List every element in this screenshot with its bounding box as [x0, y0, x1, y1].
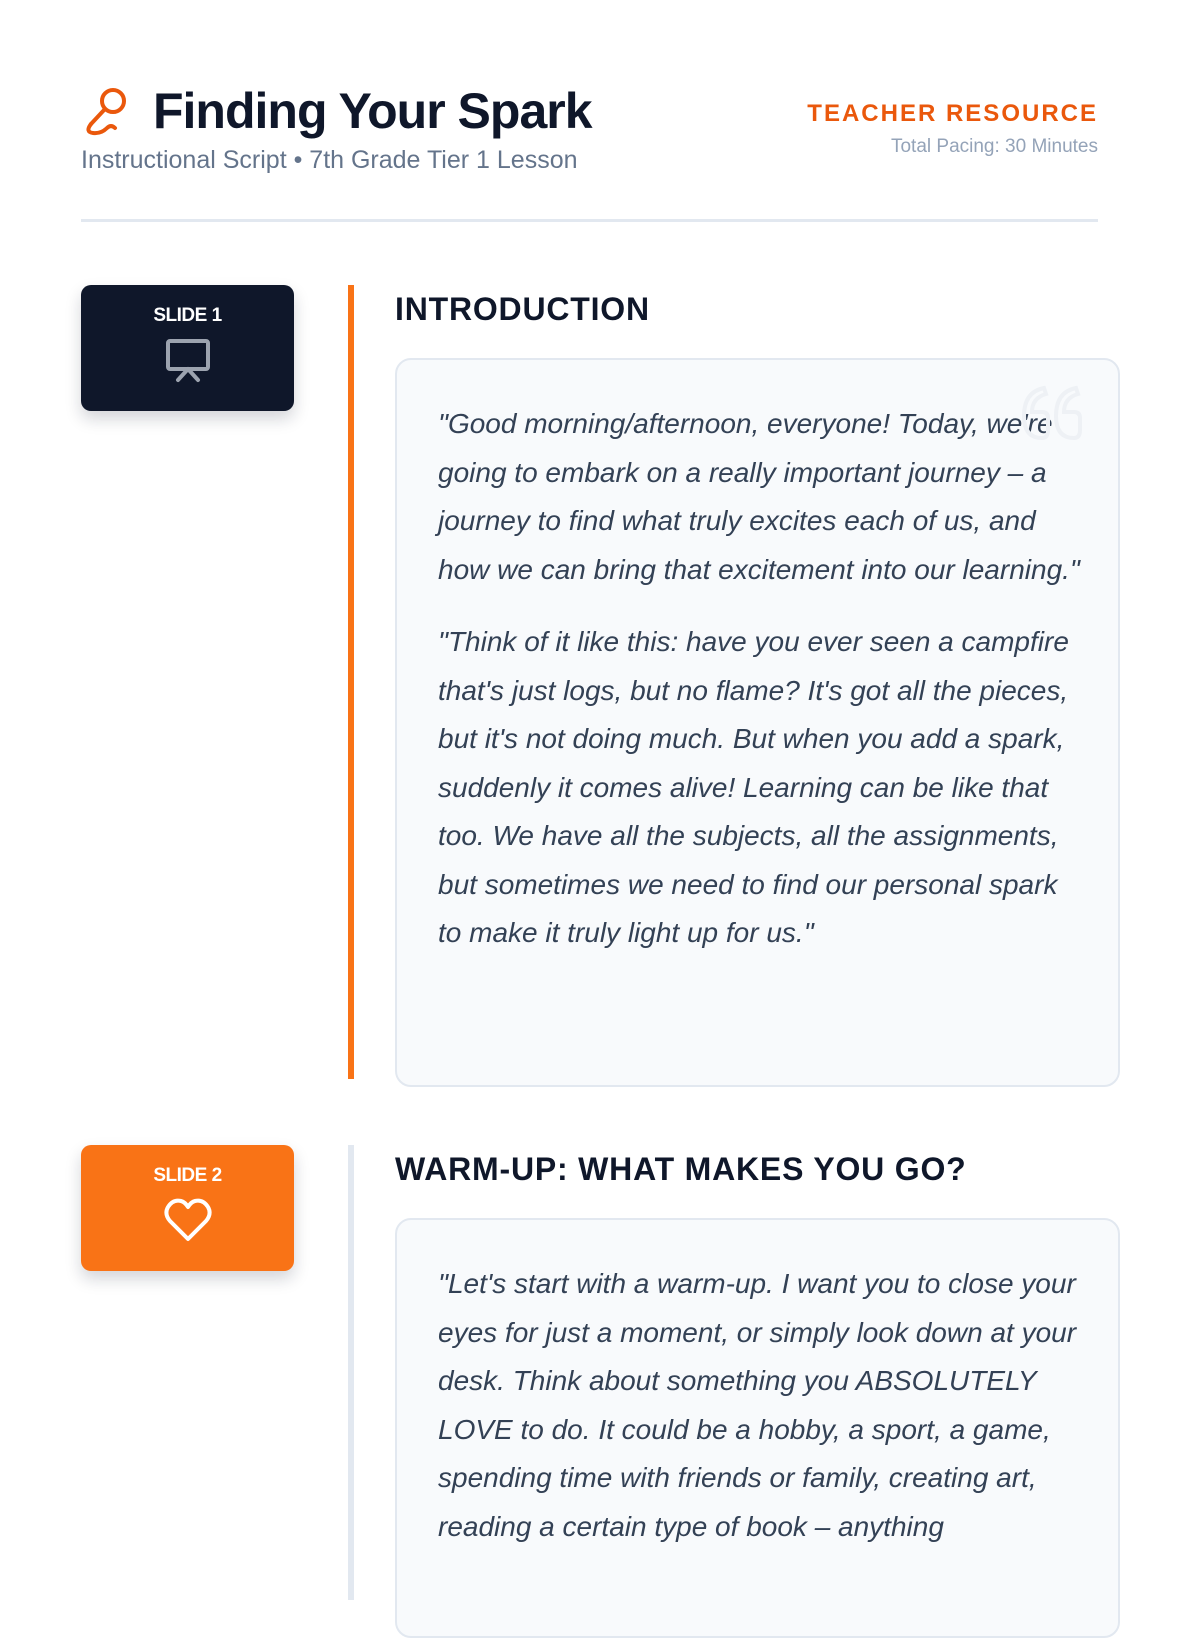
section-rail	[348, 285, 354, 1079]
heart-icon	[163, 1197, 213, 1243]
script-paragraph: "Think of it like this: have you ever seen a campfire that's just logs, but no flame? It's got all the pieces, but it's not doing much. But when you add a spark, suddenly it comes alive! Learning can be like that too. We have all the subjects, all the assignments, but sometimes we need to find our personal spark to make it truly light up for us."	[438, 626, 1069, 948]
title-row	[81, 82, 592, 140]
microphone-icon	[81, 84, 131, 138]
slide-label: SLIDE 1	[153, 305, 222, 326]
section-warm-up	[81, 1145, 1098, 1600]
pacing-text: Total Pacing: 30 Minutes	[890, 136, 1098, 157]
section-title: WARM-UP: WHAT MAKES YOU GO?	[395, 1151, 967, 1187]
page-subtitle: Instructional Script • 7th Grade Tier 1 Lesson	[81, 146, 578, 174]
presentation-icon	[164, 337, 212, 383]
slide-label: SLIDE 2	[153, 1165, 222, 1186]
section-rail	[348, 1145, 354, 1600]
script-paragraph: "Let's start with a warm-up. I want you to close your eyes for just a moment, or simply look down at your desk. Think about something you ABSOLUTELY LOVE to do. It could be a hobby, a sport, a game, spending time with friends or family, creating art, reading a certain type of book – anything	[438, 1268, 1077, 1542]
resource-info	[807, 100, 1098, 158]
script-box	[395, 358, 1120, 1087]
script-paragraph: "Good morning/afternoon, everyone! Today, we're going to embark on a really important journey – a journey to find what truly excites each of us, and how we can bring that excitement into our learning."	[438, 408, 1080, 585]
quote-icon	[1016, 378, 1086, 448]
script-box	[395, 1218, 1120, 1638]
page-header	[81, 0, 1098, 222]
slide-badge-1[interactable]	[81, 285, 294, 411]
section-title: INTRODUCTION	[395, 291, 650, 327]
resource-label: TEACHER RESOURCE	[807, 100, 1098, 127]
slide-badge-2[interactable]	[81, 1145, 294, 1271]
page-title: Finding Your Spark	[153, 83, 592, 139]
section-introduction	[81, 285, 1098, 1079]
